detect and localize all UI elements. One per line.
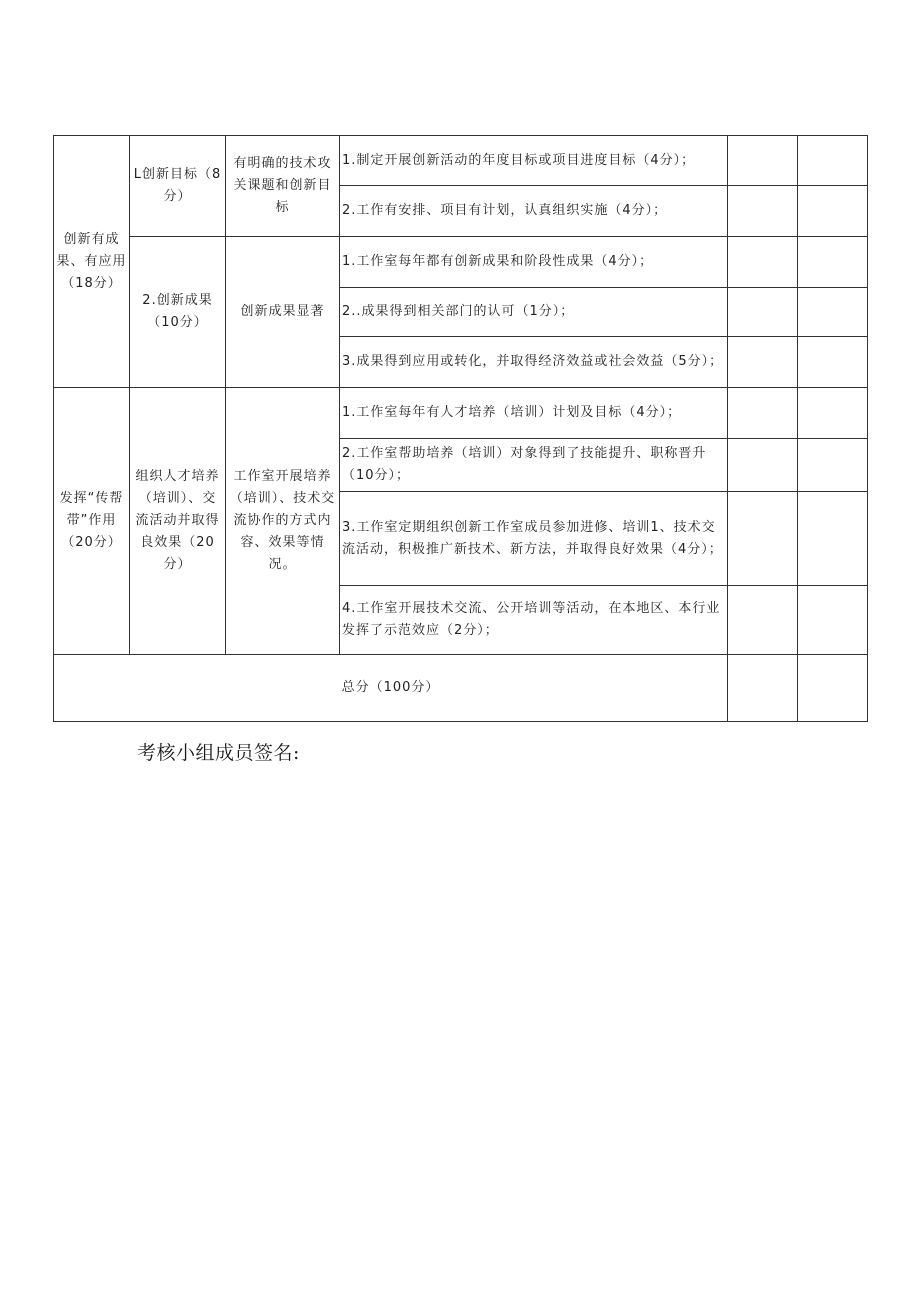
review-score-cell[interactable] [798, 388, 868, 439]
total-self-score-cell[interactable] [728, 655, 798, 722]
table-row [54, 388, 868, 439]
criteria-cell: 2.工作有安排、项目有计划，认真组织实施（4分）； [340, 186, 728, 237]
criteria-cell: 1.制定开展创新活动的年度目标或项目进度目标（4分）； [340, 136, 728, 186]
assessment-table [53, 135, 868, 722]
criteria-cell: 3.成果得到应用或转化，并取得经济效益或社会效益（5分）； [340, 337, 728, 388]
standard-cell: 有明确的技术攻关课题和创新目标 [226, 136, 340, 237]
category-cell: 发挥“传帮带”作用（20分） [54, 388, 130, 655]
criteria-cell: 3.工作室定期组织创新工作室成员参加进修、培训1、技术交流活动，积极推广新技术、新方法，并取得良好效果（4分）； [340, 492, 728, 586]
criteria-cell: 2..成果得到相关部门的认可（1分）； [340, 288, 728, 337]
standard-cell: 创新成果显著 [226, 237, 340, 388]
review-score-cell[interactable] [798, 439, 868, 492]
item-cell: 2.创新成果（10分） [130, 237, 226, 388]
review-score-cell[interactable] [798, 586, 868, 655]
criteria-cell: 1.工作室每年有人才培养（培训）计划及目标（4分）； [340, 388, 728, 439]
self-score-cell[interactable] [728, 586, 798, 655]
item-cell: 组织人才培养（培训）、交流活动并取得良效果（20分） [130, 388, 226, 655]
self-score-cell[interactable] [728, 136, 798, 186]
total-label: 总分（100分） [54, 655, 728, 722]
self-score-cell[interactable] [728, 237, 798, 288]
table-row [54, 136, 868, 186]
standard-cell: 工作室开展培养（培训）、技术交流协作的方式内容、效果等情况。 [226, 388, 340, 655]
self-score-cell[interactable] [728, 288, 798, 337]
review-score-cell[interactable] [798, 337, 868, 388]
item-cell: L创新目标（8分） [130, 136, 226, 237]
criteria-cell: 1.工作室每年都有创新成果和阶段性成果（4分）； [340, 237, 728, 288]
total-review-score-cell[interactable] [798, 655, 868, 722]
table-row [54, 237, 868, 288]
review-score-cell[interactable] [798, 237, 868, 288]
self-score-cell[interactable] [728, 388, 798, 439]
self-score-cell[interactable] [728, 439, 798, 492]
signature-label: 考核小组成员签名: [137, 742, 300, 764]
review-score-cell[interactable] [798, 136, 868, 186]
criteria-cell: 4.工作室开展技术交流、公开培训等活动，在本地区、本行业发挥了示范效应（2分）； [340, 586, 728, 655]
self-score-cell[interactable] [728, 186, 798, 237]
category-cell: 创新有成果、有应用（18分） [54, 136, 130, 388]
criteria-cell: 2.工作室帮助培养（培训）对象得到了技能提升、职称晋升（10分）； [340, 439, 728, 492]
self-score-cell[interactable] [728, 492, 798, 586]
review-score-cell[interactable] [798, 288, 868, 337]
total-row [54, 655, 868, 722]
review-score-cell[interactable] [798, 492, 868, 586]
self-score-cell[interactable] [728, 337, 798, 388]
review-score-cell[interactable] [798, 186, 868, 237]
